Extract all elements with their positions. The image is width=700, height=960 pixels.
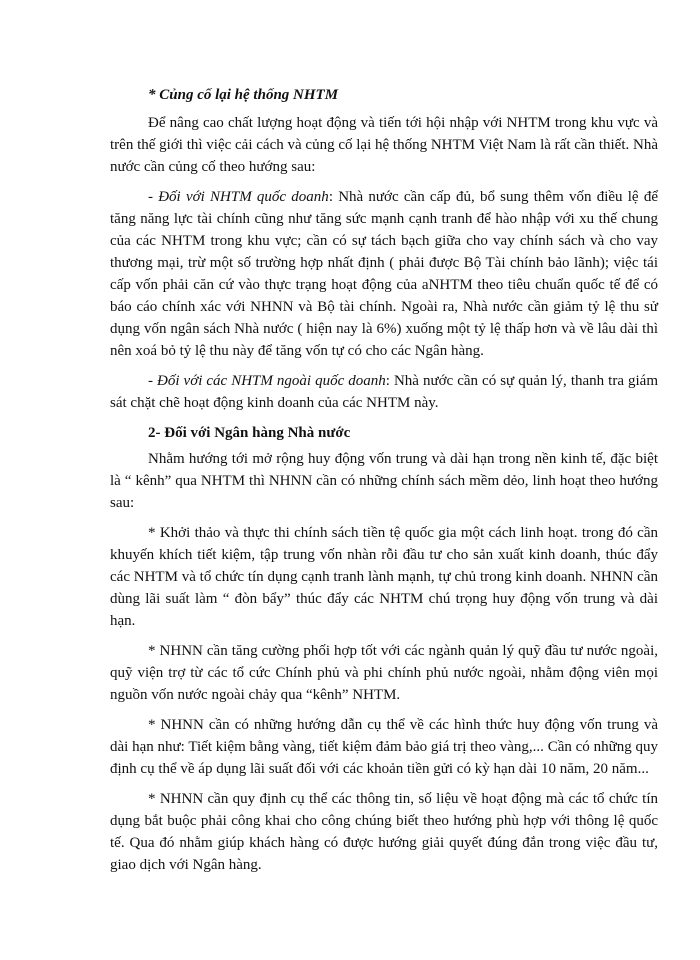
paragraph-state-owned-lead: - Đối với NHTM quốc doanh xyxy=(148,189,329,205)
section-heading-consolidate-nhtm: * Củng cố lại hệ thống NHTM xyxy=(148,87,339,103)
paragraph-foreign-funds: * NHNN cần tăng cường phối hợp tốt với các ngành quản lý quỹ đầu tư nước ngoài, quỹ viện trợ từ các tổ cức Chính phủ và phi chính phủ nước ngoài, nhằm động viên mọi nguồn vốn nước ngoài chảy qua “kênh” NHTM. xyxy=(110,643,658,703)
paragraph-disclosure: * NHNN cần quy định cụ thể các thông tin, số liệu về hoạt động mà các tổ chức tín dụng bắt buộc phải công khai cho công chúng biết theo hướng phù hợp với thông lệ quốc tế. Qua đó nhằm giúp khách hàng có được hướng giải quyết đúng đắn trong việc đầu tư, giao dịch với Ngân hàng. xyxy=(110,791,658,873)
paragraph-non-state-text: : Nhà nước cần có sự quản lý, thanh tra giám sát chặt chẽ hoạt động kinh doanh của các NHTM này. xyxy=(110,373,658,411)
paragraph-non-state-lead: - Đối với các NHTM ngoài quốc doanh xyxy=(148,373,386,389)
paragraph-state-bank-intro: Nhằm hướng tới mở rộng huy động vốn trung và dài hạn trong nền kinh tế, đặc biệt là “ kênh” qua NHTM thì NHNN cần có những chính sách mềm dẻo, linh hoạt theo hướng sau: xyxy=(110,451,658,511)
document-page xyxy=(110,84,658,884)
section-heading-state-bank: 2- Đối với Ngân hàng Nhà nước xyxy=(148,425,351,441)
paragraph-monetary-policy: * Khởi thảo và thực thi chính sách tiền tệ quốc gia một cách linh hoạt. trong đó cần khuyến khích tiết kiệm, tập trung vốn nhàn rỗi đầu tư cho sản xuất kinh doanh, thúc đẩy các NHTM và tổ chức tín dụng cạnh tranh lành mạnh, tự chủ trong kinh doanh. NHNN cần dùng lãi suất làm “ đòn bẩy” thúc đẩy các NHTM chú trọng huy động vốn trung và dài hạn. xyxy=(110,525,658,629)
paragraph-non-state-nhtm xyxy=(110,370,658,414)
paragraph-state-owned-text: : Nhà nước cần cấp đủ, bổ sung thêm vốn điều lệ để tăng năng lực tài chính cũng như tăng sức mạnh cạnh tranh để hào nhập với xu thế chung của các NHTM trong khu vực; cần có sự tách bạch giữa cho vay chính sách và cho vay thương mại, trừ một số trường hợp nhất định ( phải được Bộ Tài chính bảo lãnh); việc tái cấp vốn phải căn cứ vào thực trạng hoạt động của aNHTM theo tiêu chuẩn quốc tế để có báo cáo chính xác với NHNN và Bộ tài chính. Ngoài ra, Nhà nước cần giảm tỷ lệ thu sử dụng vốn ngân sách Nhà nước ( hiện nay là 6%) xuống một tỷ lệ thấp hơn và về lâu dài thì nên xoá bỏ tỷ lệ thu này để tăng vốn tự có cho các Ngân hàng. xyxy=(110,189,658,359)
paragraph-mobilization-forms: * NHNN cần có những hướng dẫn cụ thể về các hình thức huy động vốn trung và dài hạn như: Tiết kiệm bằng vàng, tiết kiệm đảm bảo giá trị theo vàng,... Cần có những quy định cụ thể về áp dụng lãi suất đối với các khoản tiền gửi có kỳ hạn dài 10 năm, 20 năm... xyxy=(110,717,658,777)
paragraph-state-owned-nhtm xyxy=(110,186,658,362)
paragraph-intro xyxy=(110,112,658,178)
paragraph-intro-text: Để nâng cao chất lượng hoạt động và tiến tới hội nhập với NHTM trong khu vực và trên thế giới thì việc cải cách và củng cố lại hệ thống NHTM Việt Nam là rất cần thiết. Nhà nước cần củng cố theo hướng sau: xyxy=(110,115,658,175)
